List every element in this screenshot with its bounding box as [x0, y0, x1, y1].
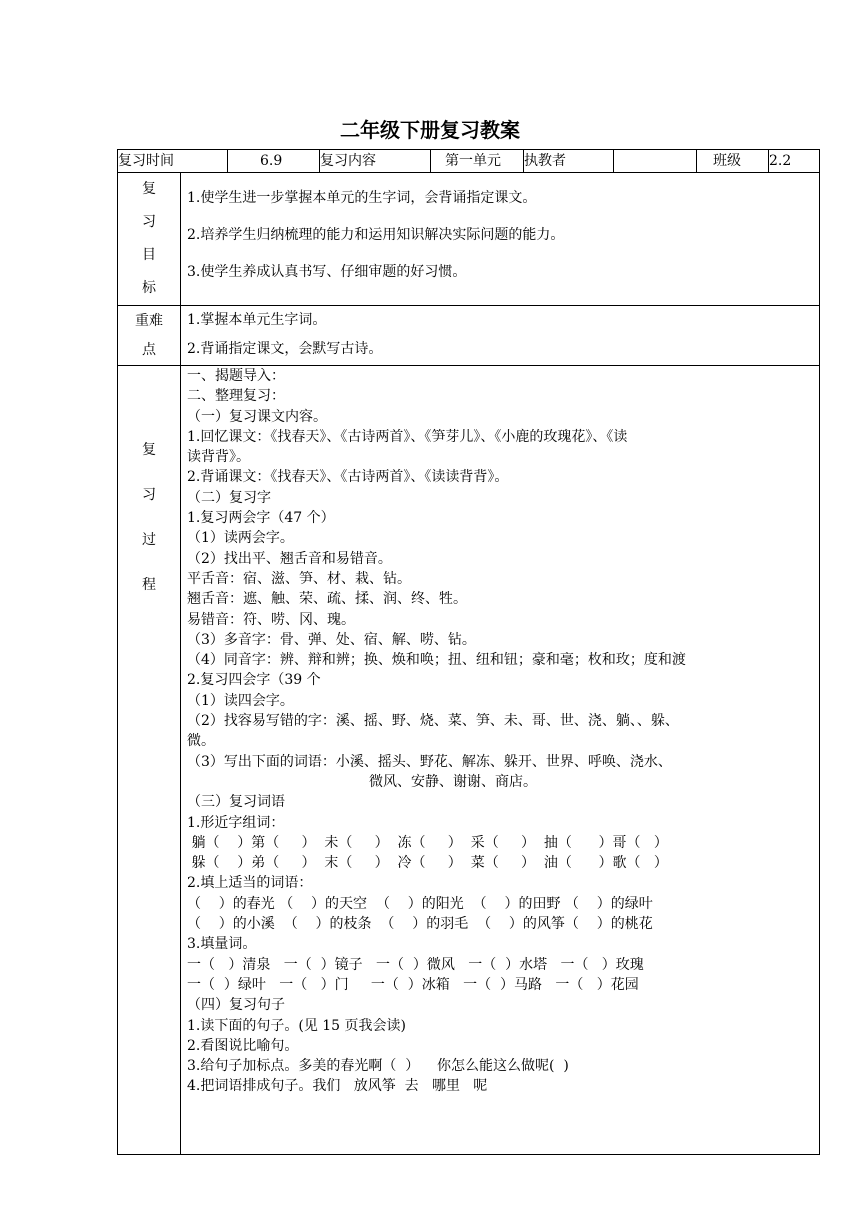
review-content-value: 第一单元	[431, 150, 524, 173]
process-line: 读背背》。	[187, 449, 250, 466]
lesson-plan-table	[117, 149, 820, 1155]
process-line: 2.背诵课文：《找春天》、《古诗两首》、《读读背背》。	[187, 469, 509, 486]
process-line: （1）读四会字。	[187, 692, 294, 709]
header-row	[118, 150, 820, 173]
key-point-item: 2.背诵指定课文，会默写古诗。	[187, 341, 383, 357]
process-line: 二、整理复习：	[187, 388, 285, 405]
process-row	[118, 366, 820, 1155]
review-time-label: 复习时间	[118, 150, 228, 173]
goal-item: 2.培养学生归纳梳理的能力和运用知识解决实际问题的能力。	[187, 227, 565, 243]
process-line: 4.把词语排成句子。我们 放风筝 去 哪里 呢	[187, 1078, 488, 1095]
key-points-row	[118, 306, 820, 366]
process-line: （2）找出平、翘舌音和易错音。	[187, 550, 392, 567]
process-line: 2.看图说比喻句。	[187, 1037, 299, 1054]
process-line: 一（ ）绿叶 一（ ）门 一（ ）冰箱 一（ ）马路 一（ ）花园	[187, 976, 639, 993]
review-content-label: 复习内容	[320, 150, 431, 173]
process-line: （四）复习句子	[187, 997, 285, 1014]
key-points-label: 重难 点	[118, 306, 181, 366]
process-line: 微风、安静、谢谢、商店。	[369, 773, 537, 790]
process-line: 1.复习两会字（47 个）	[187, 510, 335, 527]
process-line: 平舌音：宿、滋、笋、材、栽、钻。	[187, 570, 411, 587]
goals-content	[181, 173, 820, 306]
process-line: 3.给句子加标点。多美的春光啊（ ） 你怎么能这么做呢( )	[187, 1058, 569, 1075]
process-line: 微。	[187, 733, 215, 750]
process-line: 一、揭题导入：	[187, 368, 285, 384]
process-line: 一（ ）清泉 一（ ）镜子 一（ ）微风 一（ ）水塔 一（ ）玫瑰	[187, 956, 644, 973]
process-line: （2）找容易写错的字：溪、摇、野、烧、菜、笋、未、哥、世、浇、躺、、躲、	[187, 713, 679, 730]
process-line: 1.回忆课文：《找春天》、《古诗两首》、《笋芽儿》、《小鹿的玫瑰花》、《读	[187, 428, 628, 445]
process-line: （1）读两会字。	[187, 530, 294, 547]
process-line: （3）多音字：骨、弹、处、宿、解、唠、钻。	[187, 631, 476, 648]
class-value: 2.2	[769, 150, 820, 173]
process-line: 躲（ ）弟（ ） 末（ ） 冷（ ） 菜（ ） 油（ ）歌（ ）	[187, 855, 668, 872]
process-line: （4）同音字：辨、辩和辨；换、焕和唤；扭、纽和钮；豪和毫；枚和玫；度和渡	[187, 652, 686, 669]
process-line: （二）复习字	[187, 489, 271, 506]
process-line: 易错音：符、唠、冈、瑰。	[187, 611, 355, 628]
page-title: 二年级下册复习教案	[340, 118, 520, 142]
class-label: 班级	[697, 150, 769, 173]
goals-row	[118, 173, 820, 306]
process-line: （ ）的春光 （ ）的天空 （ ）的阳光 （ ）的田野 （ ）的绿叶	[187, 895, 653, 912]
process-line: 3.填量词。	[187, 936, 257, 953]
process-line: 2.复习四会字（39 个	[187, 672, 321, 689]
teacher-value	[614, 150, 697, 173]
review-time-value: 6.9	[228, 150, 320, 173]
goal-item: 3.使学生养成认真书写、仔细审题的好习惯。	[187, 264, 467, 280]
goal-item: 1.使学生进一步掌握本单元的生字词，会背诵指定课文。	[187, 190, 537, 206]
process-line: （3）写出下面的词语：小溪、摇头、野花、解冻、躲开、世界、呼唤、浇水、	[187, 753, 672, 770]
process-content	[181, 366, 820, 1155]
process-line: 翘舌音：遮、触、荣、疏、揉、润、终、牲。	[187, 591, 467, 608]
key-point-item: 1.掌握本单元生字词。	[187, 312, 327, 328]
process-line: 1.形近字组词：	[187, 814, 285, 831]
goals-label: 复 习 目 标	[118, 173, 181, 306]
process-line: 1.读下面的句子。(见 15 页我会读)	[187, 1017, 406, 1034]
process-line: （ ）的小溪 （ ）的枝条 （ ）的羽毛 （ ）的风筝（ ）的桃花	[187, 916, 653, 933]
process-label: 复 习 过 程	[118, 366, 181, 1155]
process-line: （三）复习词语	[187, 794, 285, 811]
process-line: 2.填上适当的词语：	[187, 875, 313, 892]
teacher-label: 执教者	[524, 150, 614, 173]
process-line: （一）复习课文内容。	[187, 408, 327, 425]
key-points-content	[181, 306, 820, 366]
process-line: 躺（ ）第（ ） 未（ ） 冻（ ） 采（ ） 抽（ ）哥（ ）	[187, 834, 668, 851]
